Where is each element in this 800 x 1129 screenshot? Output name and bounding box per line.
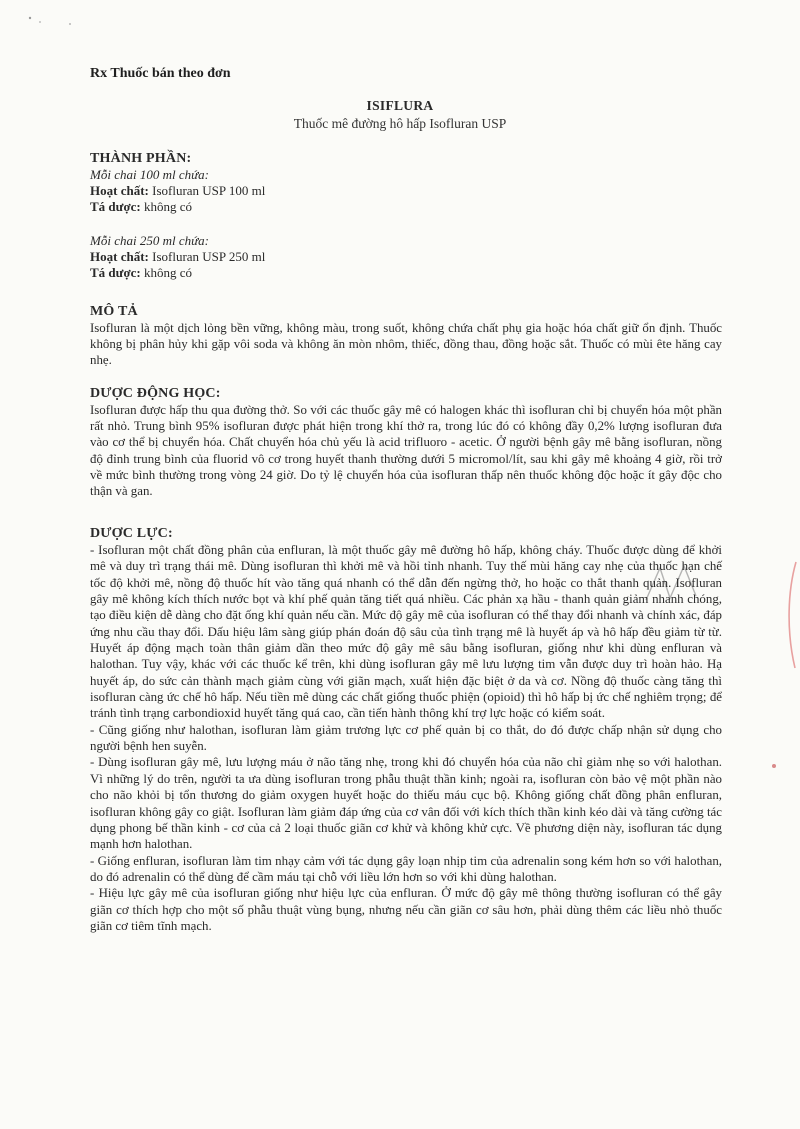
container-250-label: Mỗi chai 250 ml chứa: [90, 232, 210, 248]
composition-heading: THÀNH PHẦN: [90, 151, 192, 166]
active-ingredient-250 [90, 249, 722, 265]
pharmacodynamics-paragraph: - Giống enfluran, isofluran làm tim nhạy cảm với tác dụng gây loạn nhịp tim của adrenalin song kém hơn so với halothan, do đó adrenalin có thể dùng để cầm máu tại chỗ với liều lớn hơn so với khi dùng halothan. [90, 853, 722, 884]
pharmacodynamics-heading: DƯỢC LỰC: [90, 526, 173, 541]
red-dot-mark [768, 760, 780, 772]
scan-speck-mark [26, 12, 76, 32]
red-stamp-edge [782, 560, 800, 670]
active-label: Hoạt chất: [90, 183, 149, 199]
container-100-label: Mỗi chai 100 ml chứa: [90, 167, 210, 182]
active-value: Isofluran USP 250 ml [148, 248, 266, 264]
excipient-value: không có [140, 265, 193, 281]
pharmacokinetics-section [90, 386, 722, 499]
pharmacokinetics-heading: DƯỢC ĐỘNG HỌC: [90, 386, 221, 401]
active-ingredient-100 [90, 183, 722, 199]
pharmacokinetics-text: Isofluran được hấp thu qua đường thở. So với các thuốc gây mê có halogen khác thì isofluran chỉ bị chuyển hóa một phần rất nhỏ. Trung bình 95% isofluran được phát hiện trong khí thở ra, trong lúc đó có không đầy 0,2% lượng isofluran đưa vào cơ thể bị chuyển hóa. Chất chuyển hóa chủ yếu là acid trifluoro - acetic. Ở người bệnh gây mê bằng isofluran, nồng độ đỉnh trung bình của fluorid vô cơ trong huyết thanh thường dưới 5 micromol/lít, sau khi gây mê khoảng 4 giờ, rồi trở về mức bình thường trong vòng 24 giờ. Do tỷ lệ chuyển hóa của isofluran thấp nên thuốc không độc hoặc ít gây độc cho thận và gan. [90, 403, 722, 499]
pharmacodynamics-paragraph: - Isofluran một chất đồng phân của enfluran, là một thuốc gây mê đường hô hấp, không cháy. Thuốc được dùng để khởi mê và duy trì trạng thái mê. Dùng isofluran thì khởi mê và hồi tỉnh nhanh. Tuy thế mùi hăng cay nhẹ của thuốc hạn chế tốc độ khởi mê, nồng độ thuốc hít vào tăng quá nhanh có thể dẫn đến ngừng thở, ho hoặc co thắt thanh quản. Isofluran gây mê không kích thích nước bọt và khí phế quản tăng tiết quá nhiều. Các phản xạ hầu - thanh quản giảm nhanh chóng, tạo điều kiện dễ dàng cho đặt ống khí quản nếu cần. Mức độ gây mê của isofluran có thể thay đổi nhanh và chính xác, đáp ứng nhu cầu thay đổi. Dấu hiệu lâm sàng giúp phán đoán độ sâu của tình trạng mê là huyết áp và hô hấp đều giảm từ từ. Huyết áp động mạch toàn thân giảm dần theo mức độ gây mê sâu bằng isofluran, giống như khi dùng enfluran và halothan. Tuy vậy, khác với các thuốc kể trên, khi dùng isofluran gây mê lưu lượng tim vẫn được duy trì hoàn hảo. Hạ huyết áp, do sức cản thành mạch giảm cùng với giãn mạch, xuất hiện đặc biệt ở da và cơ. Nồng độ thuốc càng tăng thì isofluran càng ức chế hô hấp. Nếu tiền mê dùng các chất giống thuốc phiện (opioid) thì hô hấp bị ức chế nghiêm trọng; để tránh tình trạng carbondioxid huyết tăng quá cao, cần tiến hành thông khí trợ lực hoặc có kiểm soát. [90, 543, 722, 721]
active-value: Isofluran USP 100 ml [148, 183, 266, 199]
pharmacodynamics-paragraph: - Cũng giống như halothan, isofluran làm giảm trương lực cơ phế quản bị co thắt, do đó được chấp nhận sử dụng cho người bệnh hen suyễn. [90, 722, 722, 754]
pharmacodynamics-paragraph: - Dùng isofluran gây mê, lưu lượng máu ở não tăng nhẹ, trong khi đó chuyển hóa của não chỉ giảm nhẹ so với halothan. Vì những lý do trên, người ta ưa dùng isofluran trong phẫu thuật thần kinh; ngoài ra, isofluran còn bảo vệ một phần nào cho não khỏi bị tổn thương do giảm oxygen huyết hoặc do thiếu máu cục bộ. Không giống chất đồng phân enfluran, isofluran không gây co giật. Isofluran làm giảm đáp ứng của cơ vân đối với kích thích thần kinh kéo dài và tăng cường tác dụng phong bế thần kinh - cơ của cả 2 loại thuốc giãn cơ khử và không khử cực. Về phương diện này, isofluran tác dụng mạnh hơn halothan. [90, 755, 722, 852]
excipient-100 [90, 199, 722, 215]
description-section [90, 304, 722, 369]
prescription-only-label: Rx Thuốc bán theo đơn [90, 66, 231, 81]
excipient-label: Tá dược: [90, 199, 141, 215]
excipient-label: Tá dược: [90, 265, 141, 281]
product-subtitle: Thuốc mê đường hô hấp Isofluran USP [293, 116, 507, 131]
excipient-value: không có [140, 199, 193, 215]
composition-section [90, 151, 722, 281]
product-title: ISIFLURA [366, 98, 434, 113]
description-heading: MÔ TẢ [90, 304, 138, 319]
active-label: Hoạt chất: [90, 248, 149, 264]
excipient-250 [90, 265, 722, 281]
pharmacodynamics-section [90, 526, 722, 934]
pharmacodynamics-paragraph: - Hiệu lực gây mê của isofluran giống như hiệu lực của enfluran. Ở mức độ gây mê thông thường isofluran có thể gây giãn cơ thích hợp cho một số phẫu thuật vùng bụng, nhưng nếu cần giãn cơ sâu hơn, phải dùng thêm các liều nhỏ thuốc giãn cơ tiêm tĩnh mạch. [90, 886, 722, 933]
description-text: Isofluran là một dịch lỏng bền vững, không màu, trong suốt, không chứa chất phụ gia hoặc hóa chất giữ ổn định. Thuốc không bị phân hủy khi gặp vôi soda và không ăn mòn nhôm, thiếc, đồng thau, đồng hoặc sắt. Thuốc có mùi ête hăng cay nhẹ. [90, 321, 722, 368]
